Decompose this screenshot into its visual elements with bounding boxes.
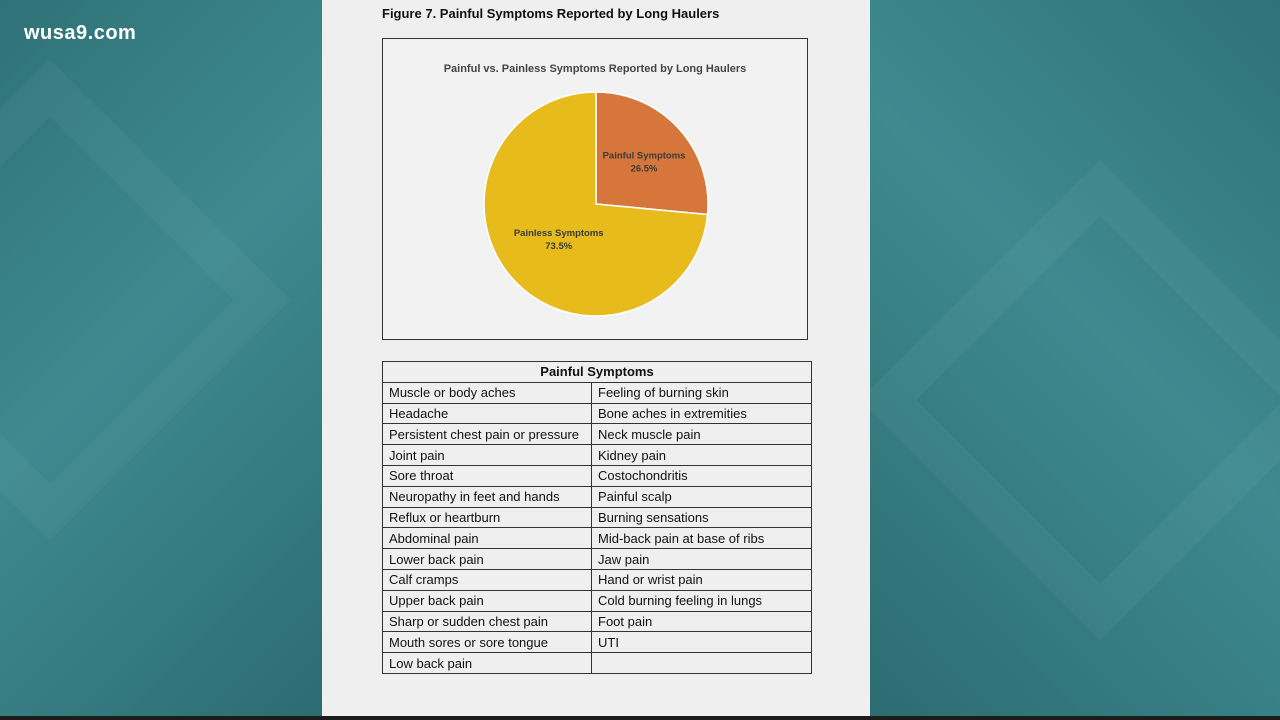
table-header-row [383, 362, 812, 383]
chart-title: Painful vs. Painless Symptoms Reported by Long Haulers [443, 63, 747, 75]
table-row [383, 486, 812, 507]
table-row [383, 507, 812, 528]
table-row [383, 465, 812, 486]
background-left [0, 0, 322, 720]
slice-label: Painful Symptoms [602, 150, 686, 162]
slice-value-label: 26.5% [630, 163, 658, 175]
table-header: Painful Symptoms [383, 362, 812, 383]
table-cell: UTI [592, 632, 812, 653]
table-cell: Reflux or heartburn [383, 507, 592, 528]
background-chevron [860, 160, 1280, 641]
table-cell: Mid-back pain at base of ribs [592, 528, 812, 549]
table-cell: Bone aches in extremities [592, 403, 812, 424]
background-chevron [0, 60, 290, 541]
pie-chart-frame [382, 38, 808, 340]
document-page [322, 0, 870, 716]
table-row [383, 445, 812, 466]
table-cell: Neck muscle pain [592, 424, 812, 445]
table-cell: Persistent chest pain or pressure [383, 424, 592, 445]
table-cell: Costochondritis [592, 465, 812, 486]
slice-value-label: 73.5% [545, 240, 573, 252]
table-cell: Sore throat [383, 465, 592, 486]
table-cell: Neuropathy in feet and hands [383, 486, 592, 507]
table-row [383, 590, 812, 611]
table-row [383, 424, 812, 445]
table-row [383, 528, 812, 549]
table-cell: Mouth sores or sore tongue [383, 632, 592, 653]
table-cell: Headache [383, 403, 592, 424]
table-cell: Muscle or body aches [383, 382, 592, 403]
station-logo: wusa9.com [24, 22, 137, 44]
painful-symptoms-table [382, 361, 812, 674]
table-cell: Joint pain [383, 445, 592, 466]
slice-label: Painless Symptoms [513, 227, 604, 239]
table-row [383, 569, 812, 590]
pie-chart [383, 39, 807, 339]
table-cell: Lower back pain [383, 549, 592, 570]
figure-title: Figure 7. Painful Symptoms Reported by Long Haulers [382, 6, 720, 21]
table-cell: Kidney pain [592, 445, 812, 466]
table-cell: Sharp or sudden chest pain [383, 611, 592, 632]
table-cell: Low back pain [383, 653, 592, 674]
table-cell: Abdominal pain [383, 528, 592, 549]
table-cell: Jaw pain [592, 549, 812, 570]
table-row [383, 611, 812, 632]
table-row [383, 549, 812, 570]
table-cell: Foot pain [592, 611, 812, 632]
table-cell: Hand or wrist pain [592, 569, 812, 590]
table-row [383, 403, 812, 424]
table-cell: Calf cramps [383, 569, 592, 590]
table-row [383, 632, 812, 653]
bottom-bar [0, 716, 1280, 720]
table-cell: Burning sensations [592, 507, 812, 528]
table-row [383, 382, 812, 403]
table-row [383, 653, 812, 674]
table-cell [592, 653, 812, 674]
table-cell: Feeling of burning skin [592, 382, 812, 403]
table-cell: Painful scalp [592, 486, 812, 507]
table-cell: Upper back pain [383, 590, 592, 611]
background-right [870, 0, 1280, 720]
table-cell: Cold burning feeling in lungs [592, 590, 812, 611]
table-body [383, 382, 812, 673]
